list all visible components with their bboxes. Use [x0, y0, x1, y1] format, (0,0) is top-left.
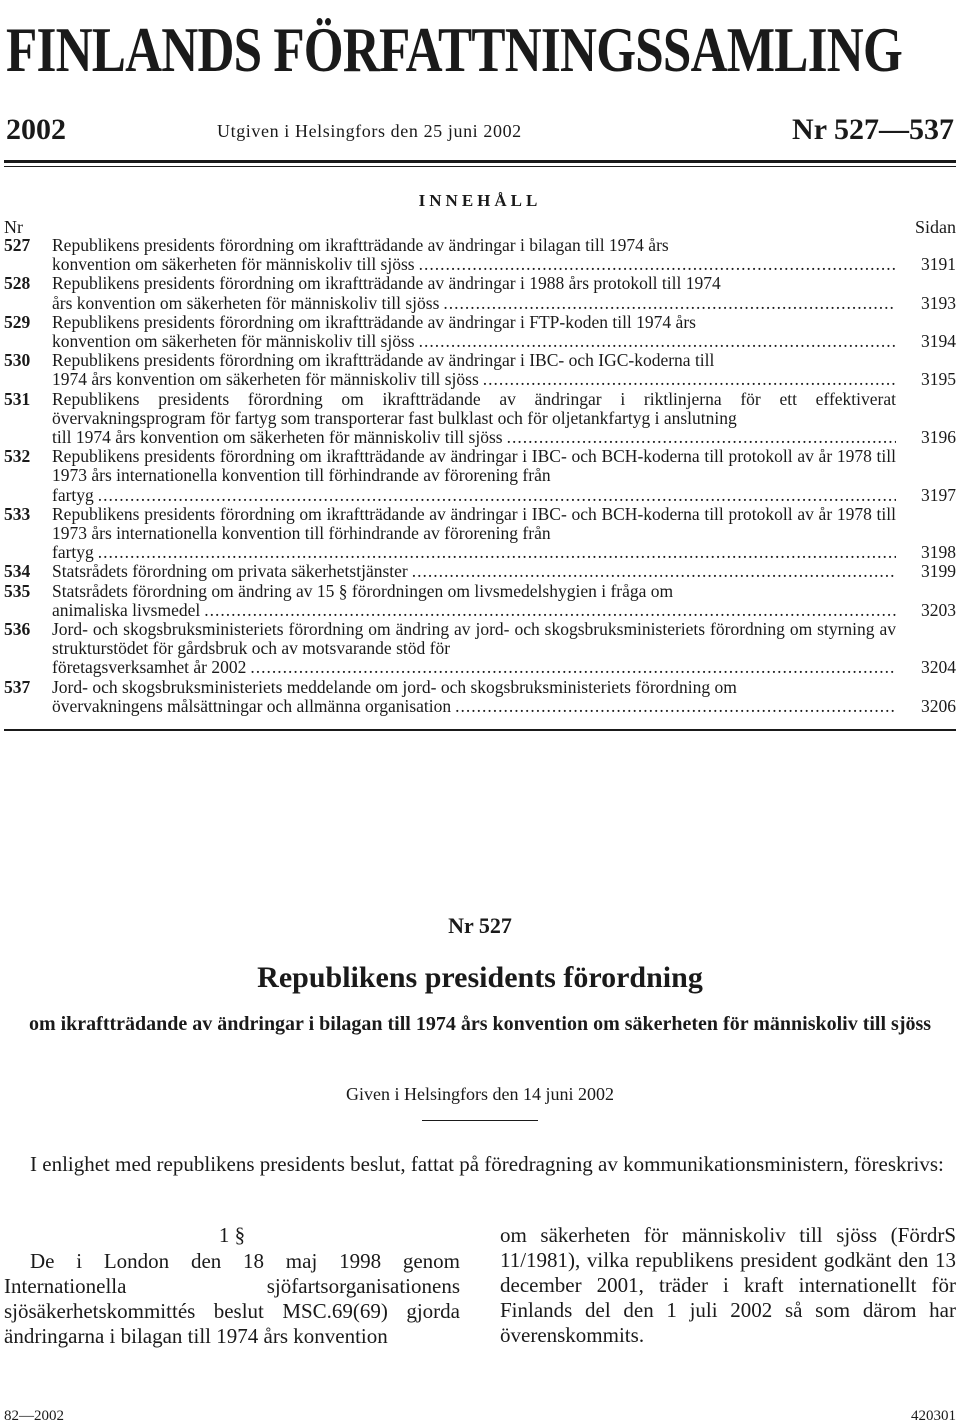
toc-entry-body [52, 678, 896, 716]
toc-entry-number: 528 [4, 273, 31, 294]
issue-row [6, 112, 954, 148]
text-column-left [4, 1223, 460, 1349]
toc-entry [4, 351, 956, 389]
toc-entry-body [52, 313, 896, 351]
toc-entry-title: Statsrådets förordning om ändring av 15 § förordningen om livsmedelshygien i fråga om [52, 580, 674, 601]
toc-heading: INNEHÅLL [418, 191, 542, 210]
toc-entry-title: Republikens presidents förordning om ikraftträdande av ändringar i bilagan till 1974 års [52, 235, 669, 255]
text-column-right [500, 1223, 956, 1348]
toc-entry-page: 3195 [921, 369, 956, 390]
toc-entry-title-end: års konvention om säkerheten för människoliv till sjöss [52, 292, 440, 313]
header-rule-thick [4, 160, 956, 163]
toc-entry-last-line [52, 601, 896, 620]
toc-entry-number: 535 [4, 580, 31, 601]
toc-column-nr: Nr [4, 217, 23, 237]
toc-entry-number: 531 [4, 388, 31, 409]
act-preamble: I enlighet med republikens presidents beslut, fattat på föredragning av kommunikationsministern, föreskrivs: [30, 1152, 944, 1176]
issue-numbers: Nr 527—537 [792, 113, 954, 146]
toc-entry-title: Republikens presidents förordning om ikraftträdande av ändringar i IBC- och IGC-koderna till [52, 350, 715, 371]
toc-entry-title: Republikens presidents förordning om ikraftträdande av ändringar i 1988 års protokoll till 1974 [52, 273, 721, 294]
toc-entry-title-end: företagsverksamhet år 2002 [52, 657, 247, 678]
toc-leader-dots [483, 370, 896, 389]
footer-code-right: 420301 [911, 1408, 956, 1424]
toc-leader-dots [443, 294, 896, 313]
footer-code-left: 82—2002 [4, 1408, 64, 1424]
toc-entry-page: 3203 [921, 599, 956, 620]
toc-entry-title: Republikens presidents förordning om ikraftträdande av ändringar i IBC- och BCH-koderna till protokoll av år 1978 till 1973 års internationella konvention till förhindrande av förorening från [52, 503, 896, 544]
toc-entry-number: 533 [4, 503, 31, 524]
toc-leader-dots [98, 543, 896, 562]
toc-entry [4, 390, 956, 448]
toc-entry-page: 3194 [921, 331, 956, 352]
toc-entry-last-line [52, 658, 896, 677]
toc-entry-last-line [52, 294, 896, 313]
toc-leader-dots [204, 601, 896, 620]
toc-entry-page: 3196 [921, 427, 956, 448]
toc-column-page: Sidan [914, 217, 956, 237]
toc-entry-body [52, 274, 896, 312]
toc-entry-title: Jord- och skogsbruksministeriets förordning om ändring av jord- och skogsbruksministeriets förordning om styrning av strukturstödet för gårdsbruk och av motsvarande stöd för [52, 619, 896, 659]
toc-entry [4, 562, 956, 581]
toc-entry-number: 537 [4, 676, 31, 697]
toc-entry-title: Republikens presidents förordning om ikraftträdande av ändringar i FTP-koden till 1974 års [52, 311, 696, 332]
masthead-title: FINLANDS FÖRFATTNINGSSAMLING [6, 14, 902, 85]
toc-entry-last-line [52, 255, 896, 274]
toc-entry-title-end: övervakningens målsättningar och allmänna organisation [52, 695, 452, 716]
toc-leader-dots [455, 697, 896, 716]
toc-leader-dots [412, 562, 896, 581]
toc-entry-number: 529 [4, 311, 31, 332]
toc-entry-last-line [52, 370, 896, 389]
header-rule-thin [4, 166, 956, 167]
toc-entry-number: 536 [4, 619, 31, 640]
toc-entry [4, 678, 956, 716]
toc-entry [4, 274, 956, 312]
toc-entry-last-line [52, 428, 896, 447]
toc-entry [4, 582, 956, 620]
toc-entry-title-end: Statsrådets förordning om privata säkerhetstjänster [52, 561, 408, 582]
toc-entry-last-line [52, 486, 896, 505]
toc-entry-title-end: fartyg [52, 484, 94, 505]
toc-leader-dots [419, 332, 896, 351]
toc-entry-title-end: fartyg [52, 542, 94, 563]
toc-entry-body [52, 236, 896, 274]
toc-entry [4, 505, 956, 563]
toc-entry-title-end: konvention om säkerheten för människoliv till sjöss [52, 254, 415, 275]
toc-entry-title-end: konvention om säkerheten för människoliv till sjöss [52, 331, 415, 352]
toc-entry-page: 3198 [921, 542, 956, 563]
toc-entry-body [52, 582, 896, 620]
toc-entry-title-end: 1974 års konvention om säkerheten för människoliv till sjöss [52, 369, 479, 390]
toc-entry-body [52, 351, 896, 389]
toc-leader-dots [98, 486, 896, 505]
act-subtitle: om ikraftträdande av ändringar i bilagan till 1974 års konvention om säkerheten för människoliv till sjöss [28, 1013, 932, 1035]
toc-entry-title-end: till 1974 års konvention om säkerheten för människoliv till sjöss [52, 427, 503, 448]
toc-entry-page: 3191 [921, 254, 956, 275]
toc-entry-body [52, 620, 896, 678]
toc-entry-page: 3199 [921, 561, 956, 582]
toc-entry-body [52, 505, 896, 563]
toc-entry [4, 620, 956, 678]
toc-entry-number: 530 [4, 350, 31, 371]
toc-leader-dots [507, 428, 896, 447]
toc-entry-last-line [52, 543, 896, 562]
toc-entry-title: Republikens presidents förordning om ikraftträdande av ändringar i riktlinjerna för ett effektiverat övervakningsprogram för fartyg som transporterar fast bulklast och för oljetankfartyg i anslutning [52, 388, 896, 428]
act-number: Nr 527 [448, 913, 512, 938]
toc-entry-number: 527 [4, 235, 31, 255]
toc-entry-title-end: animaliska livsmedel [52, 599, 201, 620]
toc-entry-page: 3204 [921, 657, 956, 678]
toc-entry-number: 534 [4, 561, 31, 582]
table-of-contents [4, 236, 956, 716]
toc-entry-page: 3206 [921, 695, 956, 716]
toc-leader-dots [250, 658, 896, 677]
publication-date: Utgiven i Helsingfors den 25 juni 2002 [217, 121, 522, 141]
toc-entry [4, 447, 956, 505]
toc-entry-last-line [52, 332, 896, 351]
toc-leader-dots [419, 255, 896, 274]
toc-entry-body [52, 390, 896, 448]
act-given-date: Given i Helsingfors den 14 juni 2002 [346, 1084, 614, 1104]
toc-entry-last-line [52, 562, 896, 581]
toc-entry-body [52, 562, 896, 581]
toc-end-rule [4, 729, 956, 731]
toc-entry [4, 313, 956, 351]
section-text-right: om säkerheten för människoliv till sjöss (FördrS 11/1981), vilka republikens president godkänt den 13 december 2001, träder i kraft internationellt för Finlands del den 1 juli 2002 så som därom har överenskommits. [500, 1223, 956, 1347]
toc-entry-title: Republikens presidents förordning om ikraftträdande av ändringar i IBC- och BCH-koderna till protokoll av år 1978 till 1973 års internationella konvention till förhindrande av förorening från [52, 446, 896, 486]
toc-entry-number: 532 [4, 446, 31, 467]
toc-entry-page: 3193 [921, 292, 956, 313]
issue-year: 2002 [6, 113, 66, 146]
act-title: Republikens presidents förordning [257, 961, 703, 994]
toc-entry-page: 3197 [921, 484, 956, 505]
toc-entry [4, 236, 956, 274]
toc-entry-last-line [52, 697, 896, 716]
section-heading: 1 § [218, 1223, 246, 1247]
act-divider [422, 1120, 538, 1121]
toc-entry-body [52, 447, 896, 505]
toc-entry-title: Jord- och skogsbruksministeriets meddelande om jord- och skogsbruksministeriets förordning om [52, 676, 737, 697]
section-text-left: De i London den 18 maj 1998 genom Internationella sjöfartsorganisationens sjösäkerhetskommittés beslut MSC.69(69) gjorda ändringarna i bilagan till 1974 års konvention [4, 1249, 460, 1348]
